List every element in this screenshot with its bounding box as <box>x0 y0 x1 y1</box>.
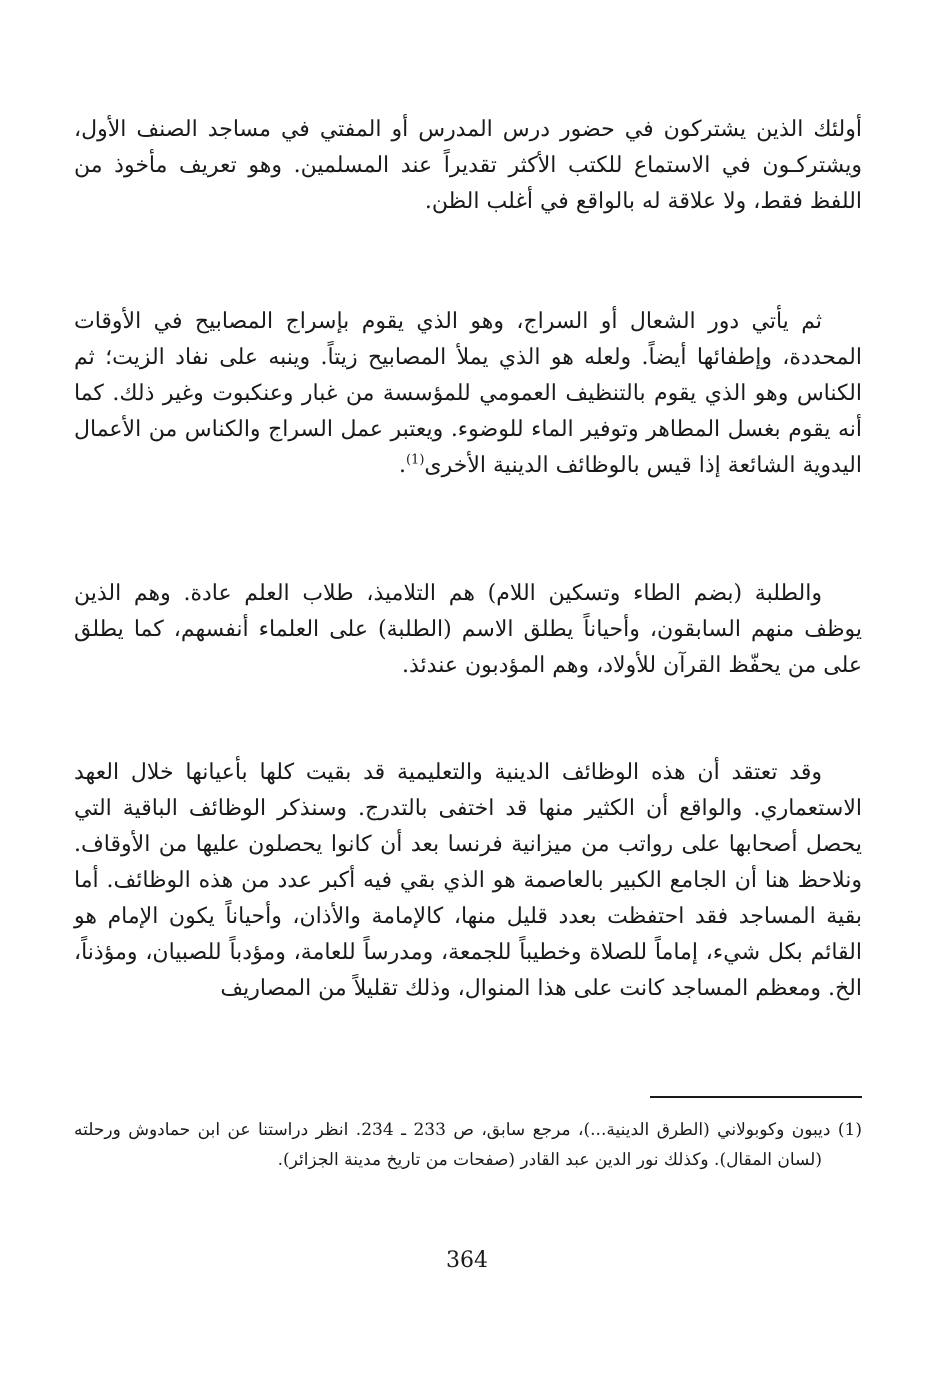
paragraph-3: والطلبة (بضم الطاء وتسكين اللام) هم التلاميذ، طلاب العلم عادة. وهم الذين يوظف منهم السابقون، وأحياناً يطلق الاسم (الطلبة) على العلماء أنفسهم، كما يطلق على من يحفّظ القرآن للأولاد، وهم المؤدبون عندئذ. <box>74 581 862 678</box>
paragraph-2-text: ثم يأتي دور الشعال أو السراج، وهو الذي يقوم بإسراج المصابيح في الأوقات المحددة، وإطفائها أيضاً. ولعله هو الذي يملأ المصابيح زيتاً. وينبه على نفاد الزيت؛ ثم الكناس وهو الذي يقوم بالتنظيف العمومي للمؤسسة من غبار وعنكبوت وغير ذلك. كما أنه يقوم بغسل المطاهر وتوفير الماء للوضوء. ويعتبر عمل السراج والكناس من الأعمال اليدوية الشائعة إذا قيس بالوظائف الدينية الأخرى <box>74 309 862 478</box>
footnote-divider <box>650 1096 862 1098</box>
footnote-reference[interactable]: (1) <box>405 452 425 468</box>
paragraph-2 <box>74 304 862 484</box>
footnote: (1) ديبون وكوبولاني (الطرق الدينية...)، مرجع سابق، ص 233 ـ 234. انظر دراستنا عن ابن حمادوش ورحلته (لسان المقال). وكذلك نور الدين عبد القادر (صفحات من تاريخ مدينة الجزائر). <box>74 1120 862 1170</box>
paragraph-1: أولئك الذين يشتركون في حضور درس المدرس أو المفتي في مساجد الصنف الأول، ويشتركـون في الاستماع للكتب الأكثر تقديراً عند المسلمين. وهو تعريف مأخوذ من اللفظ فقط، ولا علاقة له بالواقع في أغلب الظن. <box>74 117 862 214</box>
paragraph-2-end: . <box>398 453 406 478</box>
page-number: 364 <box>446 1248 488 1273</box>
paragraph-4: وقد تعتقد أن هذه الوظائف الدينية والتعليمية قد بقيت كلها بأعيانها خلال العهد الاستعماري. والواقع أن الكثير منها قد اختفى بالتدرج. وسنذكر الوظائف الباقية التي يحصل أصحابها على رواتب من ميزانية فرنسا بعد أن كانوا يحصلون عليها من الأوقاف. ونلاحظ هنا أن الجامع الكبير بالعاصمة هو الذي بقي فيه أكبر عدد من هذه الوظائف. أما بقية المساجد فقد احتفظت بعدد قليل منها، كالإمامة والأذان، وأحياناً يكون الإمام هو القائم بكل شيء، إماماً للصلاة وخطيباً للجمعة، ومدرساً للعامة، ومؤدباً للصبيان، ومؤذناً، الخ. ومعظم المساجد كانت على هذا المنوال، وذلك تقليلاً من المصاريف <box>74 760 862 1001</box>
